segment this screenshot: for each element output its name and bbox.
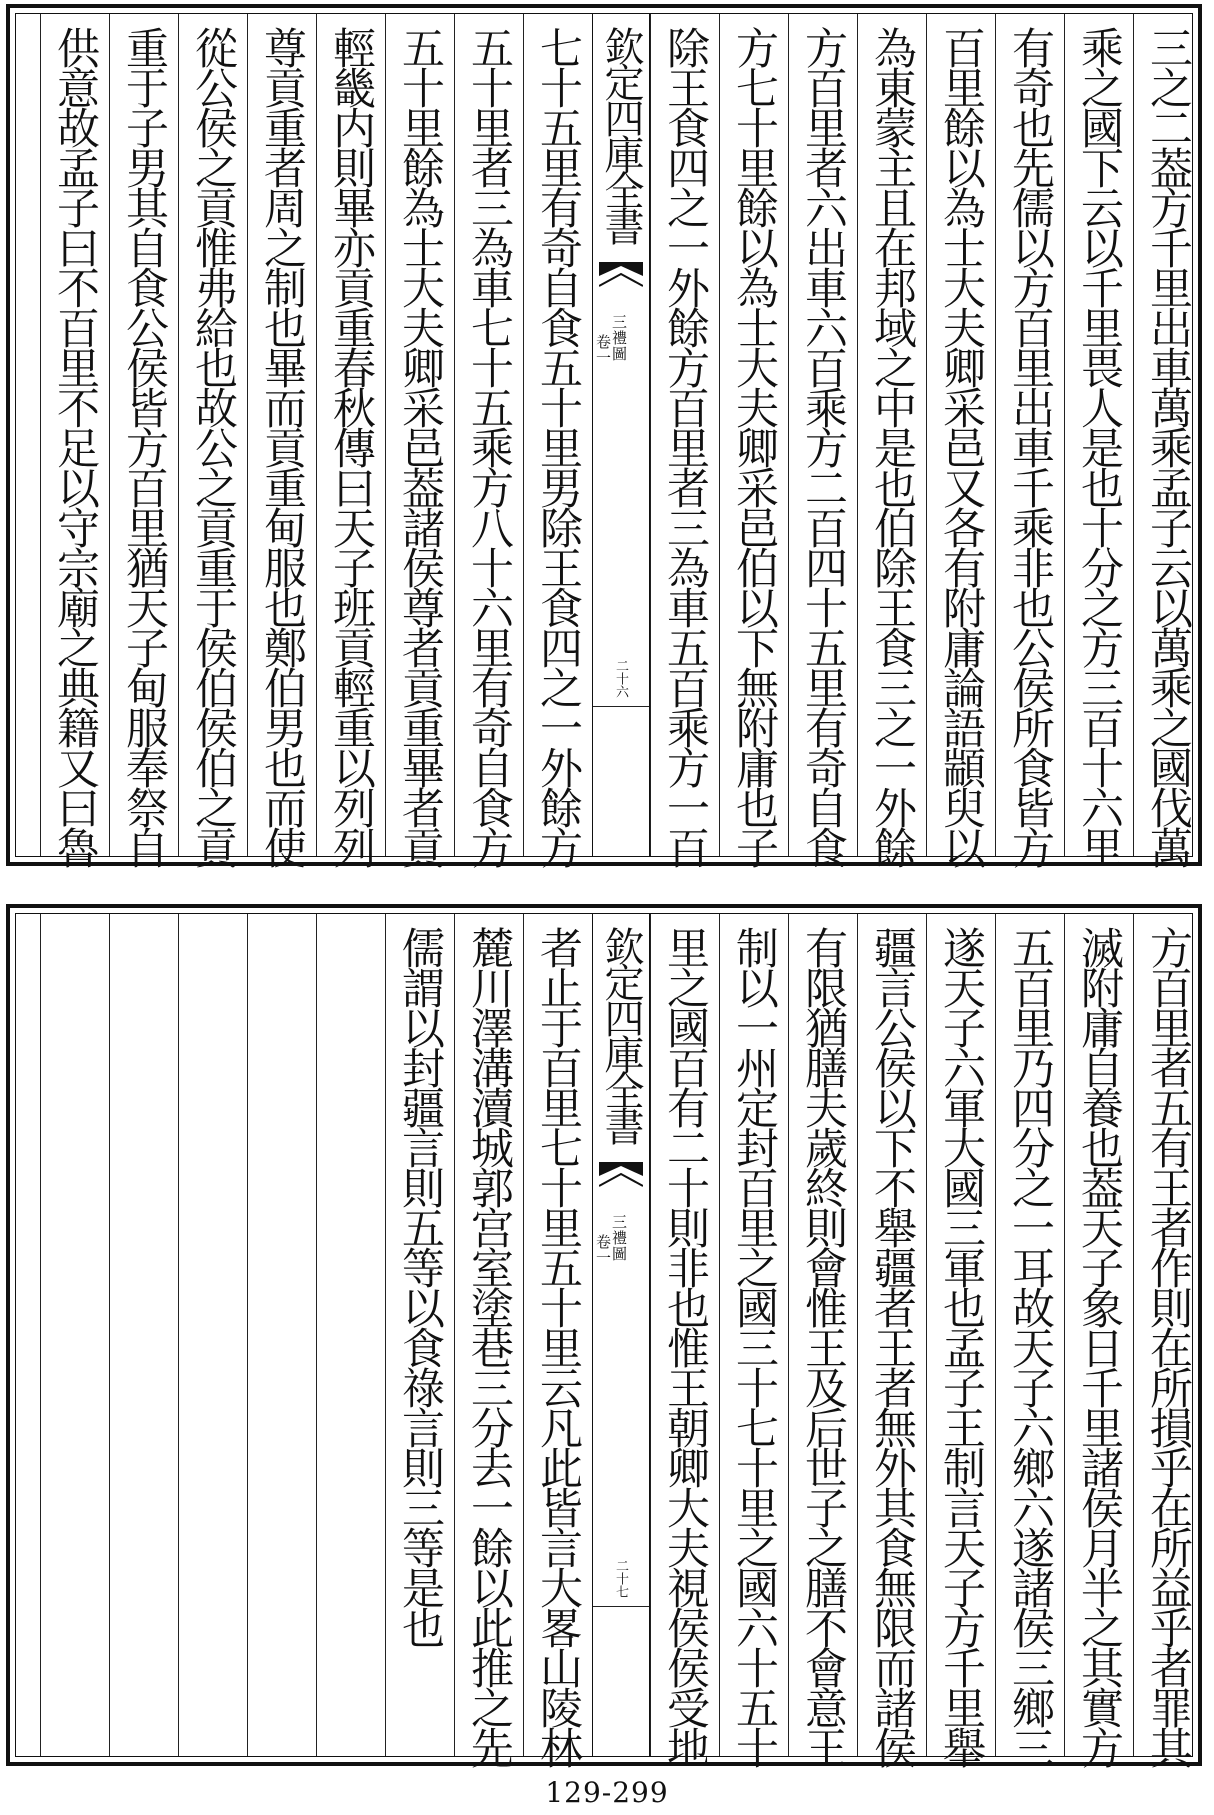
gutter-rule	[593, 706, 649, 707]
text-column	[109, 914, 178, 1756]
text-column	[454, 14, 523, 866]
text-column	[40, 14, 109, 866]
text-column	[523, 914, 592, 1766]
page-number: 二十七	[613, 1559, 628, 1598]
text-column	[1133, 914, 1202, 1766]
text-column	[650, 914, 719, 1766]
book-title: 三禮圖	[610, 314, 628, 362]
column-text: 為東蒙主且在邦域之中是也伯除王食三之一外餘	[867, 26, 917, 866]
center-gutter	[592, 914, 650, 1756]
volume-label: 卷一	[594, 1234, 612, 1266]
volume-label: 卷一	[594, 334, 612, 366]
text-column	[385, 914, 454, 1756]
column-text: 方百里者六出車六百乘方二百四十五里有奇自食	[798, 26, 848, 866]
column-text: 滅附庸自養也葢天子象日千里諸侯月半之其實方	[1074, 926, 1124, 1766]
text-column	[316, 14, 385, 866]
column-text: 七十五里有奇自食五十里男除王食四之一外餘方	[533, 26, 583, 866]
text-column	[788, 14, 857, 866]
column-text: 從公侯之貢惟弗給也故公之貢重于侯伯侯伯之貢	[188, 26, 238, 866]
text-column	[178, 14, 247, 866]
column-text: 有奇也先儒以方百里出車千乘非也公侯所食皆方	[1005, 26, 1055, 866]
panel-inner-frame	[15, 913, 1193, 1766]
text-column	[247, 14, 316, 866]
text-column	[247, 914, 316, 1756]
text-column	[178, 914, 247, 1756]
text-column	[1064, 914, 1133, 1766]
column-text: 方七十里餘以為士大夫卿采邑伯以下無附庸也子	[729, 26, 779, 866]
column-text: 重于子男其自食公侯皆方百里猶天子甸服奉祭自	[119, 26, 169, 866]
column-text: 者止于百里七十里五十里云凡此皆言大畧山陵林	[533, 926, 583, 1766]
column-text: 供意故孟子曰不百里不足以守宗廟之典籍又曰魯	[50, 26, 100, 866]
text-column	[857, 914, 926, 1766]
text-column	[1064, 14, 1133, 866]
collection-title: 欽定四庫全書	[598, 26, 644, 242]
text-column	[788, 914, 857, 1766]
column-text: 輕畿内則畢亦貢重春秋傳曰天子班貢輕重以列列	[326, 26, 376, 866]
text-column	[719, 914, 788, 1766]
text-column	[523, 14, 592, 866]
column-text: 儒謂以封疆言則五等以食祿言則三等是也	[395, 926, 445, 1646]
text-column	[926, 914, 995, 1766]
text-column	[454, 914, 523, 1766]
fish-tail-mark-icon	[599, 1162, 643, 1202]
column-text: 五十里者三為車七十五乘方八十六里有奇自食方	[464, 26, 514, 866]
text-column	[650, 14, 719, 866]
collection-title: 欽定四庫全書	[598, 926, 644, 1142]
column-text: 疆言公侯以下不舉疆者王者無外其食無限而諸侯	[867, 926, 917, 1766]
column-text: 里之國百有二十則非也惟王朝卿大夫視侯侯受地	[660, 926, 710, 1766]
center-gutter	[592, 14, 650, 856]
text-column	[857, 14, 926, 866]
text-column	[719, 14, 788, 866]
column-text: 制以一州定封百里之國三十七十里之國六十五十	[729, 926, 779, 1766]
column-text: 五百里乃四分之一耳故天子六鄉六遂諸侯三鄉三	[1005, 926, 1055, 1766]
text-column	[1133, 14, 1202, 866]
gutter-rule	[593, 1606, 649, 1607]
text-column	[995, 914, 1064, 1766]
column-text: 乘之國下云以千里畏人是也十分之方三百十六里	[1074, 26, 1124, 866]
page-number: 二十六	[613, 659, 628, 698]
book-title: 三禮圖	[610, 1214, 628, 1262]
column-text: 五十里餘為士大夫卿采邑葢諸侯尊者貢重畢者貢	[395, 26, 445, 866]
page-panel-bottom	[6, 904, 1202, 1766]
text-column	[316, 914, 385, 1756]
column-text: 方百里者五有王者作則在所損乎在所益乎者罪其	[1143, 926, 1193, 1766]
text-column	[40, 914, 109, 1756]
column-text: 三之二葢方千里出車萬乘孟子云以萬乘之國伐萬	[1143, 26, 1193, 866]
text-column	[995, 14, 1064, 866]
column-text: 百里餘以為士大夫卿采邑又各有附庸論語顓臾以	[936, 26, 986, 866]
column-text: 遂天子六軍大國三軍也孟子王制言天子方千里舉	[936, 926, 986, 1766]
panel-inner-frame	[15, 13, 1193, 866]
text-column	[385, 14, 454, 866]
page-panel-top	[6, 4, 1202, 866]
scan-page-number: 129-299	[545, 1776, 669, 1809]
column-text: 尊貢重者周之制也畢而貢重甸服也鄭伯男也而使	[257, 26, 307, 866]
fish-tail-mark-icon	[599, 262, 643, 302]
column-text: 麓川澤溝瀆城郭宫室塗巷三分去一餘以此推之先	[464, 926, 514, 1766]
column-text: 有限猶膳夫歲終則會惟王及后世子之膳不會意王	[798, 926, 848, 1766]
text-column	[109, 14, 178, 866]
text-column	[926, 14, 995, 866]
column-text: 除王食四之一外餘方百里者三為車五百乘方一百	[660, 26, 710, 866]
